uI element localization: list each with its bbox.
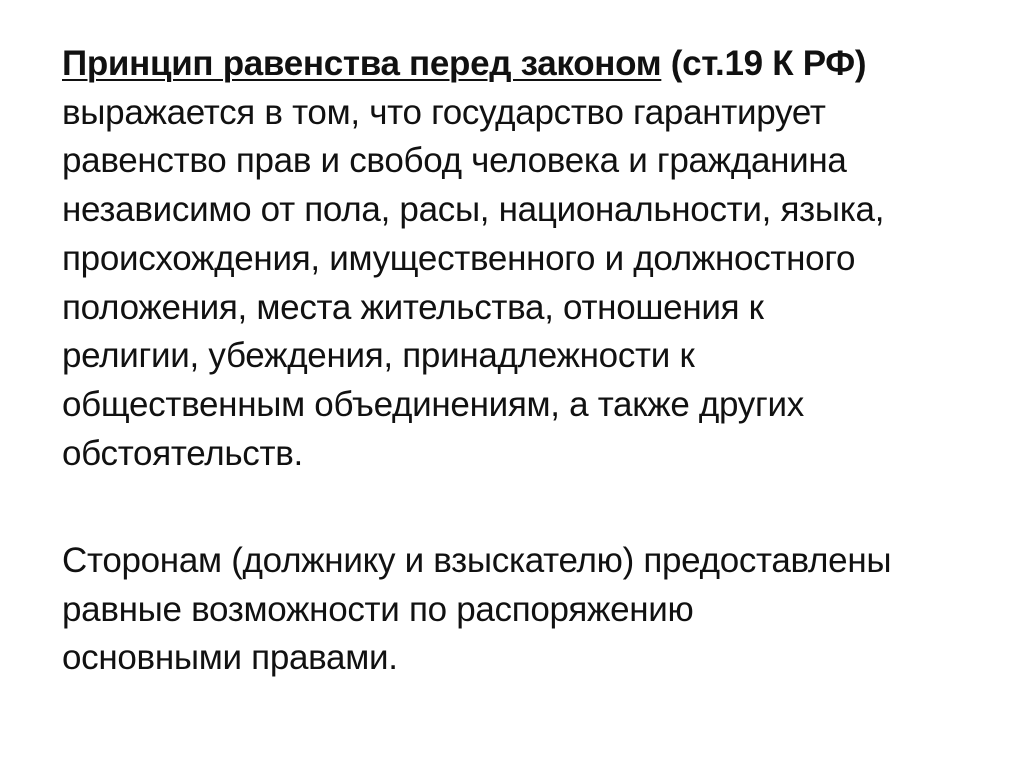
constitution-article-ref: (ст.19 К РФ)	[661, 44, 867, 83]
paragraph-text-line: выражается в том, что государство гарантирует	[62, 92, 826, 132]
paragraph-text-line: общественным объединениям, а также других	[62, 384, 804, 424]
paragraph-text-line: религии, убеждения, принадлежности к	[62, 336, 695, 376]
paragraph-heading-line	[62, 40, 1020, 89]
paragraph-text-line: происхождения, имущественного и должностного	[62, 238, 856, 278]
equality-principle-paragraph	[62, 40, 1020, 478]
principle-title: Принцип равенства перед законом	[62, 44, 662, 83]
paragraph-text-line: независимо от пола, расы, национальности, языка,	[62, 190, 885, 230]
parties-rights-paragraph	[62, 537, 1020, 683]
paragraph-text-line: положения, места жительства, отношения к	[62, 287, 764, 327]
paragraph-text-line: Сторонам (должнику и взыскателю) предоставлены	[62, 541, 892, 580]
paragraph-text-line: обстоятельств.	[62, 433, 303, 473]
paragraph-text-line: равенство прав и свобод человека и гражданина	[62, 141, 847, 181]
paragraph-text-line: основными правами.	[62, 638, 398, 678]
paragraph-text-line: равные возможности по распоряжению	[62, 589, 694, 629]
